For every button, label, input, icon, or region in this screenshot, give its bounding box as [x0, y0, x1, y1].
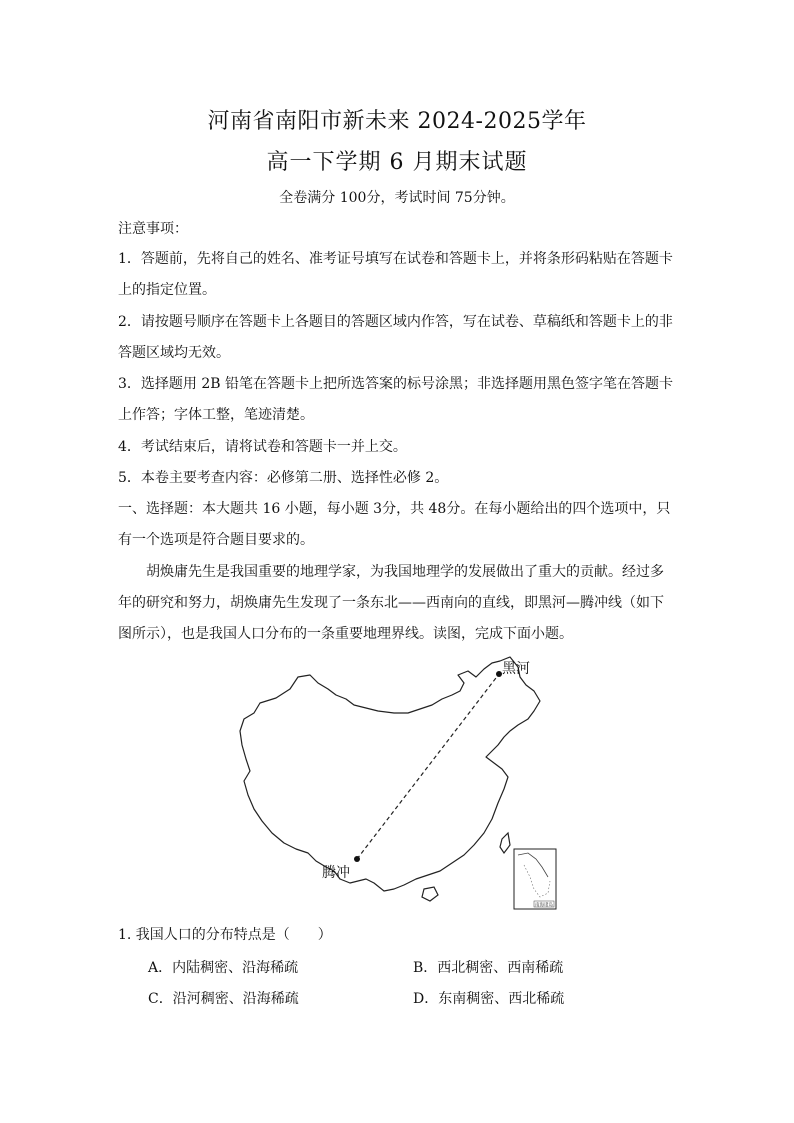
heihe-label: 黑河 — [502, 661, 530, 677]
tengchong-label: 腾冲 — [322, 865, 350, 881]
section-heading-line2: 有一个选项是符合题目要求的。 — [118, 532, 314, 548]
china-outline — [240, 657, 540, 891]
question-1-option-c[interactable]: C．沿河稠密、沿海稀疏 — [148, 991, 299, 1007]
question-1-option-a[interactable]: A．内陆稠密、沿海稀疏 — [148, 960, 299, 976]
note-line-5: 3．选择题用 2B 铅笔在答题卡上把所选答案的标号涂黑；非选择题用黑色签字笔在答题卡 — [118, 376, 674, 392]
note-line-4: 答题区域均无效。 — [118, 345, 230, 361]
question-1-stem: 1. 我国人口的分布特点是（ ） — [118, 927, 332, 943]
china-map-figure — [238, 653, 560, 911]
note-line-3: 2．请按题号顺序在答题卡上各题目的答题区域内作答，写在试卷、草稿纸和答题卡上的非 — [118, 314, 673, 330]
notes-heading: 注意事项： — [118, 221, 188, 237]
note-line-2: 上的指定位置。 — [118, 282, 216, 298]
heihe-tengchong-line — [357, 674, 499, 859]
note-line-1: 1．答题前，先将自己的姓名、准考证号填写在试卷和答题卡上，并将条形码粘贴在答题卡 — [118, 251, 673, 267]
hainan-island — [422, 887, 438, 901]
exam-subtitle: 全卷满分 100分，考试时间 75分钟。 — [279, 190, 515, 206]
note-line-7: 4．考试结束后，请将试卷和答题卡一并上交。 — [118, 439, 407, 455]
passage-line-2: 年的研究和努力，胡焕庸先生发现了一条东北——西南向的直线，即黑河—腾冲线（如下 — [118, 595, 664, 611]
question-1-option-d[interactable]: D．东南稠密、西北稀疏 — [413, 991, 565, 1007]
exam-title-line2: 高一下学期 6 月期末试题 — [266, 150, 528, 175]
question-1-option-b[interactable]: B．西北稠密、西南稀疏 — [413, 960, 564, 976]
passage-line-3: 图所示），也是我国人口分布的一条重要地理界线。读图，完成下面小题。 — [118, 626, 573, 642]
tengchong-point — [354, 856, 360, 862]
note-line-6: 上作答；字体工整，笔迹清楚。 — [118, 407, 314, 423]
section-heading-line1: 一、选择题：本大题共 16 小题，每小题 3分，共 48分。在每小题给出的四个选项中，只 — [118, 501, 671, 517]
taiwan-island — [500, 833, 510, 853]
exam-title-line1: 河南省南阳市新未来 2024-2025学年 — [207, 109, 587, 134]
south-sea-inset-caption: 南海诸岛 — [535, 903, 553, 908]
passage-line-1: 胡焕庸先生是我国重要的地理学家，为我国地理学的发展做出了重大的贡献。经过多 — [146, 564, 664, 580]
note-line-8: 5．本卷主要考查内容：必修第二册、选择性必修 2。 — [118, 470, 449, 486]
